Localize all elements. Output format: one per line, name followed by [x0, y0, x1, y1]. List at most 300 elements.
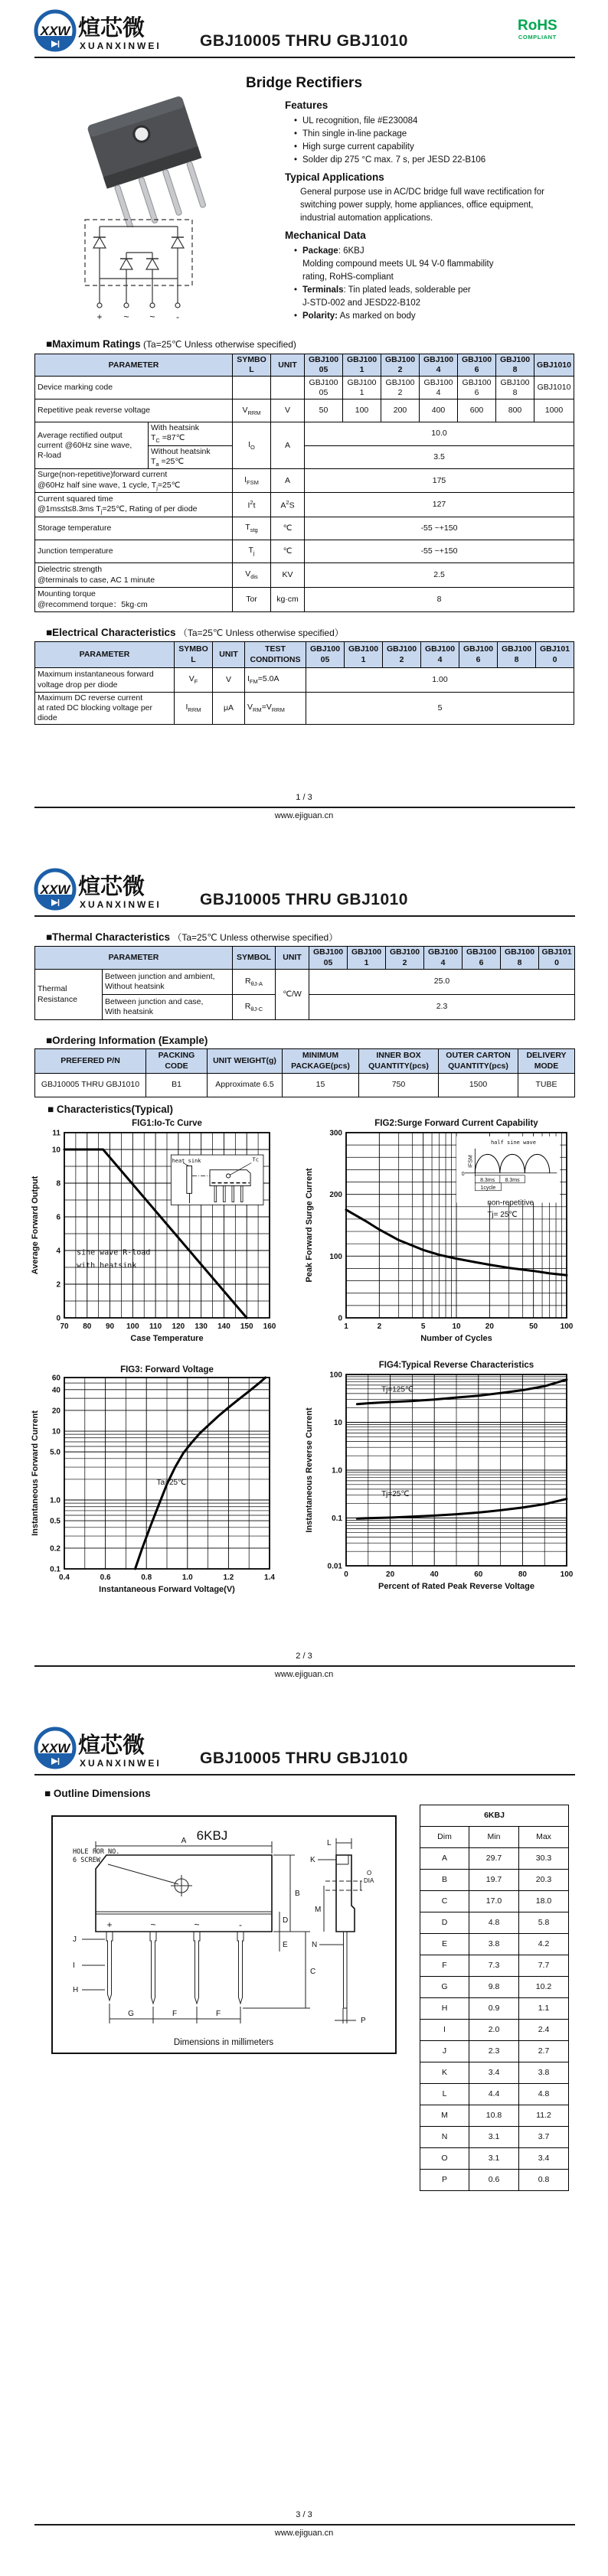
- y-tick-label: 20: [51, 1407, 60, 1416]
- logo-monogram: XXW: [40, 882, 70, 897]
- x-tick-label: 120: [172, 1322, 185, 1331]
- cell: 3.8: [469, 1934, 519, 1955]
- svg-text:C: C: [310, 1968, 316, 1976]
- cell: Approximate 6.5: [208, 1074, 283, 1097]
- max-ratings-heading: ■Maximum Ratings (Ta=25℃ Unless otherwise specified): [46, 338, 296, 350]
- cell: 4.8: [519, 2084, 569, 2105]
- cell: Maximum DC reverse current at rated DC blocking voltage per diode: [35, 693, 175, 725]
- x-tick-label: 2: [377, 1322, 382, 1331]
- outline-dimensions-heading: ■ Outline Dimensions: [44, 1788, 151, 1799]
- cell: -55 ~+150: [305, 540, 574, 563]
- logo-cjk-name: 煊芯微: [78, 1733, 145, 1758]
- svg-text:F: F: [215, 2010, 221, 2018]
- logo-monogram: XXW: [40, 1741, 70, 1756]
- cell: MINIMUM PACKAGE(pcs): [283, 1049, 359, 1074]
- x-tick-label: 130: [194, 1322, 208, 1331]
- cell: L: [420, 2084, 469, 2105]
- package-3d-image: [87, 96, 216, 227]
- cell: kg·cm: [271, 588, 305, 612]
- cell: A: [420, 1848, 469, 1870]
- cell: 2.5: [305, 563, 574, 588]
- logo-cjk-name: 煊芯微: [78, 875, 145, 899]
- y-tick-label: 0: [338, 1314, 342, 1323]
- y-tick-label: 200: [329, 1191, 342, 1200]
- cell: SYMBOL: [233, 947, 276, 970]
- cell: V: [271, 399, 305, 422]
- svg-text:-: -: [239, 1919, 242, 1930]
- x-tick-label: 0.6: [100, 1573, 111, 1582]
- svg-text:DIA: DIA: [364, 1877, 374, 1884]
- y-tick-label: 300: [329, 1129, 342, 1138]
- fig2-surge-current-chart: [303, 1116, 577, 1352]
- y-tick-label: 1.0: [50, 1496, 60, 1505]
- cell: 17.0: [469, 1891, 519, 1912]
- svg-text:~: ~: [150, 1919, 156, 1930]
- cell: SYMBOL: [233, 354, 271, 377]
- x-tick-label: 1.2: [223, 1573, 234, 1582]
- cell: 19.7: [469, 1870, 519, 1891]
- x-tick-label: 20: [485, 1322, 494, 1331]
- cell: ℃: [271, 517, 305, 540]
- cell: J: [420, 2041, 469, 2062]
- svg-text:M: M: [315, 1906, 322, 1914]
- cell: Without heatsink $T_a$ =25℃: [149, 445, 233, 469]
- x-tick-label: 80: [83, 1322, 92, 1331]
- x-tick-label: 1.4: [264, 1573, 275, 1582]
- footer-url: www.ejiguan.cn: [274, 2529, 334, 2538]
- svg-text:L: L: [327, 1839, 332, 1847]
- thermal-characteristics-heading: ■Thermal Characteristics （Ta=25℃ Unless otherwise specified）: [46, 931, 338, 943]
- cell: GBJ1008: [501, 947, 539, 970]
- page-number: 3 / 3: [296, 2510, 312, 2519]
- x-tick-label: 40: [430, 1570, 439, 1579]
- cell: 6KBJ: [420, 1805, 569, 1827]
- cell: OUTER CARTON QUANTITY(pcs): [439, 1049, 518, 1074]
- cell: F: [420, 1955, 469, 1977]
- product-photo: [70, 86, 224, 227]
- rohs-badge: [518, 18, 557, 41]
- header-rule: [34, 57, 575, 58]
- cell: GBJ1004: [420, 354, 458, 377]
- cell: 2.0: [469, 2020, 519, 2041]
- cell: GBJ10005: [305, 354, 343, 377]
- rohs-compliant-label: COMPLIANT: [518, 34, 557, 41]
- cell: Between junction and case, With heatsink: [103, 995, 233, 1020]
- cell: Current squared time @1ms≤t≤8.3ms $T_j=25℃$, Rating of per diode: [35, 493, 233, 517]
- cell: 11.2: [519, 2105, 569, 2127]
- x-tick-label: 10: [452, 1322, 461, 1331]
- chart-title: FIG2:Surge Forward Current Capability: [374, 1119, 538, 1128]
- cell: -55 ~+150: [305, 517, 574, 540]
- cell: GBJ1010: [534, 377, 574, 399]
- cell: GBJ1001: [343, 377, 381, 399]
- cell: GBJ1004: [421, 642, 459, 668]
- ordering-information-heading: ■Ordering Information (Example): [46, 1035, 208, 1046]
- outline-drawing: [51, 1815, 397, 2054]
- cell: 400: [420, 399, 458, 422]
- cell: GBJ1001: [343, 354, 381, 377]
- cell: 4.2: [519, 1934, 569, 1955]
- mech-item: J-STD-002 and JESD22-B102: [302, 298, 421, 308]
- cell: C: [420, 1891, 469, 1912]
- cell: Surge(non-repetitive)forward current @60Hz half sine wave, 1 cycle, $T_j=25℃$: [35, 469, 233, 493]
- svg-text:J: J: [73, 1935, 77, 1944]
- ms-label: 8.3ms: [505, 1177, 520, 1183]
- y-tick-label: 100: [329, 1252, 342, 1261]
- cell: $V_F$: [175, 668, 213, 693]
- cell: 2.3: [309, 995, 575, 1020]
- cell: 10.2: [519, 1977, 569, 1998]
- mech-item: • Terminals: Tin plated leads, solderable per: [293, 284, 562, 297]
- cell: 3.4: [519, 2148, 569, 2170]
- cell: PARAMETER: [35, 947, 233, 970]
- electrical-characteristics-table: [34, 641, 574, 725]
- cell: UNIT: [271, 354, 305, 377]
- y-tick-label: 0.1: [50, 1565, 60, 1574]
- cell: 5.8: [519, 1912, 569, 1934]
- y-tick-label: 5.0: [50, 1448, 60, 1457]
- svg-text:D: D: [283, 1916, 289, 1925]
- mechanical-data-heading: Mechanical Data: [285, 230, 366, 241]
- cell: GBJ1010: [534, 354, 574, 377]
- cell: 1.00: [306, 668, 574, 693]
- terminal-pins: [97, 303, 180, 308]
- features-list: [293, 115, 561, 167]
- y-tick-label: 10: [333, 1419, 342, 1427]
- cell: KV: [271, 563, 305, 588]
- svg-text:I: I: [73, 1961, 75, 1970]
- cell: 50: [305, 399, 343, 422]
- mechanical-data-list: [293, 245, 562, 323]
- cell: DELIVERY MODE: [518, 1049, 575, 1074]
- footer-url: www.ejiguan.cn: [274, 1670, 334, 1679]
- doc-title: GBJ10005 THRU GBJ1010: [200, 891, 408, 908]
- cell: Thermal Resistance: [35, 970, 103, 1020]
- fig4-reverse-characteristics-chart: [303, 1358, 577, 1604]
- x-axis-label: Case Temperature: [130, 1334, 204, 1343]
- cell: 0.9: [469, 1998, 519, 2020]
- y-tick-label: 100: [329, 1371, 342, 1380]
- cell: ℃: [271, 540, 305, 563]
- cell: 3.1: [469, 2127, 519, 2148]
- x-tick-label: 70: [60, 1322, 69, 1331]
- x-tick-label: 60: [474, 1570, 483, 1579]
- dimensions-table: [420, 1805, 569, 2191]
- tc-label: Tc: [252, 1156, 259, 1163]
- y-tick-label: 40: [51, 1386, 60, 1395]
- svg-text:N: N: [312, 1941, 318, 1949]
- cell: 5: [306, 693, 574, 725]
- cell: 3.4: [469, 2062, 519, 2084]
- cell: 18.0: [519, 1891, 569, 1912]
- outline-package-name: 6KBJ: [196, 1828, 228, 1843]
- x-tick-label: 90: [105, 1322, 115, 1331]
- cell: INNER BOX QUANTITY(pcs): [359, 1049, 439, 1074]
- typical-applications-heading: Typical Applications: [285, 171, 384, 183]
- footer-rule: [34, 1665, 575, 1667]
- cell: GBJ1002: [386, 947, 424, 970]
- cell: 20.3: [519, 1870, 569, 1891]
- page-3: [0, 1717, 608, 2576]
- cell: $V_{dis}$: [233, 563, 271, 588]
- feature-item: • Solder dip 275 °C max. 7 s, per JESD 22-B106: [293, 154, 561, 167]
- drawing-caption: Dimensions in millimeters: [173, 2038, 274, 2047]
- cell: 2.7: [519, 2041, 569, 2062]
- cell: Maximum instantaneous forward voltage drop per diode: [35, 668, 175, 693]
- svg-text:E: E: [283, 1941, 288, 1949]
- y-tick-label: 2: [56, 1280, 60, 1290]
- logo-latin-name: XUANXINWEI: [80, 41, 162, 51]
- cell: M: [420, 2105, 469, 2127]
- cell: GBJ1010: [539, 947, 575, 970]
- series-line: [357, 1499, 567, 1519]
- y-tick-label: 0.5: [50, 1517, 60, 1526]
- cell: 175: [305, 469, 574, 493]
- terminal-label-ac2: ~: [149, 311, 155, 322]
- x-tick-label: 5: [420, 1322, 426, 1331]
- terminal-label-minus: -: [176, 311, 179, 322]
- x-tick-label: 140: [217, 1322, 230, 1331]
- cell: A: [271, 422, 305, 469]
- heatsink-label: heat sink: [172, 1157, 201, 1164]
- product-title: Bridge Rectifiers: [245, 75, 363, 91]
- page-number: 1 / 3: [296, 793, 312, 802]
- cell: PACKING CODE: [146, 1049, 208, 1074]
- cell: 1.1: [519, 1998, 569, 2020]
- cell: 1000: [534, 399, 574, 422]
- annotation: sine wave R-load: [77, 1248, 151, 1257]
- cell: 30.3: [519, 1848, 569, 1870]
- x-tick-label: 0.8: [141, 1573, 152, 1582]
- x-axis-label: Number of Cycles: [420, 1334, 492, 1343]
- y-tick-label: 1.0: [332, 1466, 342, 1475]
- logo-latin-name: XUANXINWEI: [80, 899, 162, 910]
- cell: GBJ1008: [496, 354, 534, 377]
- ordering-information-table: [34, 1048, 575, 1097]
- cell: 8: [305, 588, 574, 612]
- cycle-label: 1cycle: [480, 1185, 496, 1191]
- svg-text:A: A: [181, 1837, 187, 1845]
- y-axis-label: Instantaneous Reverse Current: [305, 1407, 314, 1533]
- feature-item: • UL recognition, file #E230084: [293, 115, 561, 128]
- electrical-characteristics-heading: ■Electrical Characteristics （Ta=25℃ Unless otherwise specified）: [46, 627, 344, 638]
- cell: GBJ1001: [345, 642, 383, 668]
- y-tick-label: 0.01: [327, 1562, 342, 1571]
- svg-text:B: B: [295, 1890, 300, 1898]
- cell: PARAMETER: [35, 354, 233, 377]
- cell: 3.1: [469, 2148, 519, 2170]
- terminal-markings: [106, 1919, 242, 1930]
- cell: GBJ10005 THRU GBJ1010: [35, 1074, 146, 1097]
- cell: $R_{\theta J-C}$: [233, 995, 276, 1020]
- annotation: Tj=125℃: [381, 1385, 414, 1394]
- cell: Repetitive peak reverse voltage: [35, 399, 233, 422]
- svg-text:F: F: [172, 2010, 178, 2018]
- fig3-forward-voltage-chart: [29, 1362, 282, 1606]
- svg-text:H: H: [73, 1986, 79, 1994]
- cell: 100: [343, 399, 381, 422]
- y-tick-label: 10: [51, 1427, 60, 1436]
- cell: PARAMETER: [35, 642, 175, 668]
- x-tick-label: 110: [149, 1322, 162, 1331]
- cell: 7.3: [469, 1955, 519, 1977]
- cell: D: [420, 1912, 469, 1934]
- y-axis-label: Peak Forward Surge Current: [305, 1168, 314, 1283]
- logo-cjk-name: 煊芯微: [78, 16, 145, 41]
- cell: GBJ1004: [420, 377, 458, 399]
- x-tick-label: 20: [386, 1570, 395, 1579]
- cell: Tor: [233, 588, 271, 612]
- cell: 10.8: [469, 2105, 519, 2127]
- cell: UNIT: [213, 642, 245, 668]
- y-tick-label: 8: [56, 1179, 60, 1189]
- cell: B1: [146, 1074, 208, 1097]
- y-tick-label: 4: [56, 1247, 60, 1256]
- y-axis-label: Instantaneous Forward Current: [31, 1410, 40, 1536]
- cell: 2.4: [519, 2020, 569, 2041]
- cell: $A^2S$: [271, 493, 305, 517]
- series-line: [136, 1378, 266, 1569]
- mech-item: Molding compound meets UL 94 V-0 flammability: [302, 259, 494, 269]
- terminal-label-plus: +: [96, 311, 103, 322]
- cell: GBJ10005: [306, 642, 345, 668]
- cell: 9.8: [469, 1977, 519, 1998]
- cell: Dim: [420, 1827, 469, 1848]
- table: [34, 354, 574, 612]
- y-tick-label: 0.1: [332, 1515, 342, 1523]
- cell: [271, 377, 305, 399]
- x-tick-label: 0.4: [59, 1573, 70, 1582]
- cell: GBJ1002: [381, 377, 420, 399]
- feature-item: • Thin single in-line package: [293, 128, 561, 141]
- cell: 1500: [439, 1074, 518, 1097]
- cell: Junction temperature: [35, 540, 233, 563]
- cell: GBJ1008: [496, 377, 534, 399]
- cell: With heatsink $T_C$ =87℃: [149, 422, 233, 446]
- cell: 10.0: [305, 422, 574, 446]
- side-view: [318, 1838, 362, 2023]
- hole-note-line1: HOLE FOR NO.: [73, 1848, 120, 1856]
- cell: H: [420, 1998, 469, 2020]
- cell: GBJ1006: [459, 642, 498, 668]
- y-axis-label: Average Forward Output: [31, 1176, 40, 1275]
- cell: $I_{RRM}$: [175, 693, 213, 725]
- cell: $I_O$: [233, 422, 271, 469]
- cell: 3.5: [305, 445, 574, 469]
- cell: PREFERED P/N: [35, 1049, 146, 1074]
- cell: P: [420, 2170, 469, 2191]
- x-tick-label: 0: [344, 1570, 348, 1579]
- cell: Dielectric strength @terminals to case, AC 1 minute: [35, 563, 233, 588]
- hole-note-line2: 6 SCREW: [73, 1857, 100, 1864]
- mech-item: • Package: 6KBJ: [293, 245, 562, 258]
- annotation: non-repetitive: [487, 1198, 534, 1208]
- cell: [233, 377, 271, 399]
- cell: 29.7: [469, 1848, 519, 1870]
- cell: A: [271, 469, 305, 493]
- doc-title: GBJ10005 THRU GBJ1010: [200, 32, 408, 50]
- cell: 200: [381, 399, 420, 422]
- features-heading: Features: [285, 99, 329, 111]
- footer-url: www.ejiguan.cn: [274, 811, 334, 820]
- cell: Max: [519, 1827, 569, 1848]
- ms-label: 8.3ms: [480, 1177, 495, 1183]
- cell: Average rectified output current @60Hz sine wave, R-load: [35, 422, 149, 469]
- cell: G: [420, 1977, 469, 1998]
- thermal-characteristics-table: [34, 946, 575, 1020]
- table: [34, 641, 574, 725]
- x-tick-label: 1.0: [181, 1573, 193, 1582]
- cell: 750: [359, 1074, 439, 1097]
- cell: I: [420, 2020, 469, 2041]
- cell: 15: [283, 1074, 359, 1097]
- y-tick-label: 6: [56, 1213, 60, 1222]
- x-axis-label: Instantaneous Forward Voltage(V): [99, 1585, 235, 1594]
- cell: ℃/W: [276, 970, 309, 1020]
- chart-title: FIG1:Io-Tc Curve: [132, 1119, 202, 1128]
- rohs-label: RoHS: [518, 18, 557, 34]
- cell: 127: [305, 493, 574, 517]
- cell: $V_{RM}=V_{RRM}$: [245, 693, 306, 725]
- cell: 4.4: [469, 2084, 519, 2105]
- y-tick-label: 0: [56, 1314, 60, 1323]
- cell: GBJ1002: [381, 354, 420, 377]
- circuit-wires: [85, 220, 192, 303]
- annotation: Tj=25℃: [381, 1489, 410, 1498]
- cell: N: [420, 2127, 469, 2148]
- cell: B: [420, 1870, 469, 1891]
- cell: E: [420, 1934, 469, 1955]
- annotation: Tj= 25℃: [487, 1211, 518, 1220]
- svg-text:O: O: [367, 1870, 372, 1877]
- cell: GBJ1010: [536, 642, 574, 668]
- cell: Between junction and ambient, Without heatsink: [103, 970, 233, 995]
- cell: O: [420, 2148, 469, 2170]
- chart-title: FIG3: Forward Voltage: [120, 1365, 214, 1374]
- cell: Mounting torque @recommend torque：5kg·cm: [35, 588, 233, 612]
- terminal-label-ac1: ~: [123, 311, 129, 322]
- cell: 0.6: [469, 2170, 519, 2191]
- x-tick-label: 100: [560, 1570, 574, 1579]
- svg-text:+: +: [106, 1919, 113, 1930]
- cell: TEST CONDITIONS: [245, 642, 306, 668]
- ifsm-label: IFSM: [468, 1155, 474, 1168]
- cell: GBJ10005: [305, 377, 343, 399]
- mech-item: rating, RoHS-compliant: [302, 272, 394, 282]
- cell: Device marking code: [35, 377, 233, 399]
- y-tick-label: 60: [51, 1374, 60, 1383]
- maximum-ratings-table: [34, 354, 574, 612]
- header-rule: [34, 1774, 575, 1775]
- page-number: 2 / 3: [296, 1652, 312, 1661]
- zero-label: 0: [461, 1171, 465, 1177]
- annotation: with heatsink: [77, 1261, 137, 1270]
- svg-text:G: G: [128, 2010, 134, 2018]
- cell: K: [420, 2062, 469, 2084]
- dimension-labels: [73, 1837, 374, 2025]
- cell: GBJ1001: [348, 947, 386, 970]
- cell: 600: [458, 399, 496, 422]
- bridge-circuit-diagram: [83, 217, 198, 332]
- cell: 3.8: [519, 2062, 569, 2084]
- doc-title: GBJ10005 THRU GBJ1010: [200, 1749, 408, 1767]
- cell: GBJ1002: [383, 642, 421, 668]
- feature-item: • High surge current capability: [293, 141, 561, 154]
- cell: $V_{RRM}$: [233, 399, 271, 422]
- footer-rule: [34, 807, 575, 808]
- cell: GBJ1006: [458, 377, 496, 399]
- y-tick-label: 0.2: [50, 1544, 60, 1554]
